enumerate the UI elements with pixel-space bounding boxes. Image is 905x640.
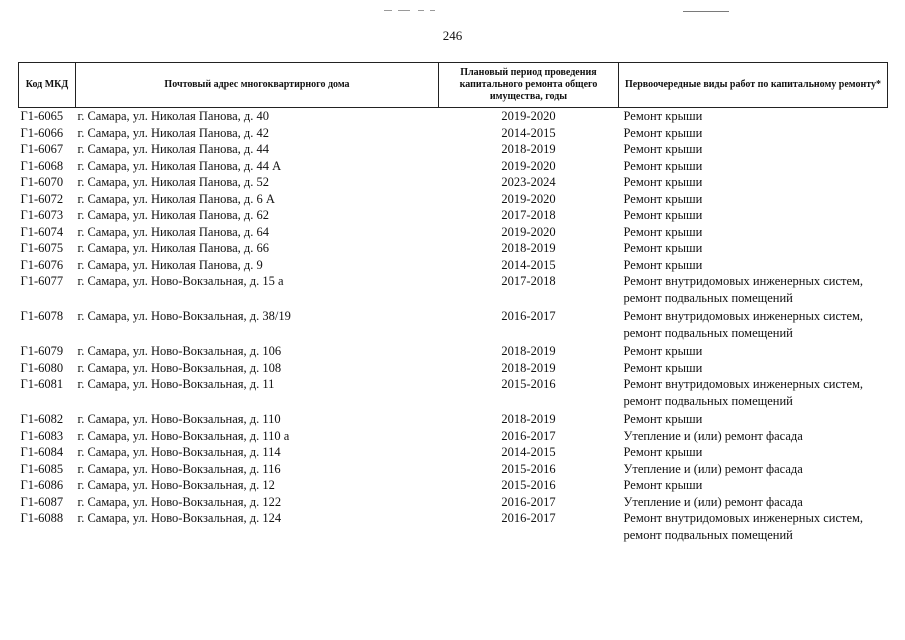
cell-period: 2014-2015 <box>501 257 556 272</box>
header-period: Плановый период проведения капитального ремонта общего имущества, годы <box>439 63 619 108</box>
cell-code: Г1-6084 <box>20 445 64 459</box>
cell-works <box>619 444 888 461</box>
table-row <box>19 108 888 125</box>
table-row <box>19 461 888 478</box>
cell-period: 2018-2019 <box>501 360 556 375</box>
cell-period: 2017-2018 <box>501 274 556 288</box>
cell-works <box>619 273 888 308</box>
cell-code: Г1-6072 <box>20 191 64 206</box>
scan-artifact-marks <box>0 10 905 14</box>
cell-address: г. Самара, ул. Николая Панова, д. 9 <box>77 257 263 272</box>
cell-works <box>619 191 888 208</box>
table-row <box>19 477 888 494</box>
cell-address: г. Самара, ул. Ново-Вокзальная, д. 114 <box>77 445 281 459</box>
header-code: Код МКД <box>19 63 76 108</box>
cell-period: 2016-2017 <box>501 428 556 443</box>
cell-code: Г1-6070 <box>20 175 64 189</box>
table-row <box>19 444 888 461</box>
cell-code: Г1-6082 <box>20 412 64 426</box>
cell-code: Г1-6081 <box>20 377 64 391</box>
works-line: Ремонт внутридомовых инженерных систем, <box>623 511 864 525</box>
cell-works <box>619 510 888 545</box>
works-line: Ремонт крыши <box>623 125 703 140</box>
cell-code: Г1-6077 <box>20 274 64 288</box>
cell-works <box>619 141 888 158</box>
table-row <box>19 240 888 257</box>
works-line: Ремонт крыши <box>623 445 703 459</box>
cell-period: 2018-2019 <box>501 142 556 156</box>
capital-repair-table <box>18 62 888 545</box>
cell-address: г. Самара, ул. Николая Панова, д. 66 <box>77 241 270 255</box>
cell-works <box>619 108 888 125</box>
table-row <box>19 174 888 191</box>
table-row <box>19 125 888 142</box>
works-line: Утепление и (или) ремонт фасада <box>623 461 803 476</box>
cell-works <box>619 158 888 175</box>
works-line: Ремонт крыши <box>623 191 703 206</box>
header-works: Первоочередные виды работ по капитальному ремонту* <box>619 63 888 108</box>
cell-code: Г1-6074 <box>20 224 64 239</box>
cell-works <box>619 174 888 191</box>
table-header <box>19 63 888 108</box>
cell-address: г. Самара, ул. Николая Панова, д. 40 <box>77 109 270 123</box>
cell-period: 2015-2016 <box>501 461 556 476</box>
cell-works <box>619 224 888 241</box>
works-line: Ремонт крыши <box>623 142 703 156</box>
cell-address: г. Самара, ул. Ново-Вокзальная, д. 124 <box>77 511 282 525</box>
page-number: 246 <box>442 28 463 43</box>
cell-period: 2014-2015 <box>501 445 556 459</box>
cell-period: 2016-2017 <box>501 511 556 525</box>
cell-code: Г1-6076 <box>20 257 64 272</box>
table-row <box>19 308 888 343</box>
header-address: Почтовый адрес многоквартирного дома <box>76 63 439 108</box>
cell-address: г. Самара, ул. Николая Панова, д. 62 <box>77 208 270 222</box>
cell-period: 2014-2015 <box>501 125 556 140</box>
table-row <box>19 510 888 545</box>
works-line: Ремонт крыши <box>623 360 703 375</box>
cell-address: г. Самара, ул. Ново-Вокзальная, д. 106 <box>77 344 282 358</box>
works-line: Ремонт крыши <box>623 344 703 358</box>
table-row <box>19 191 888 208</box>
works-line: Ремонт внутридомовых инженерных систем, <box>623 309 864 323</box>
cell-works <box>619 207 888 224</box>
cell-code: Г1-6065 <box>20 109 64 123</box>
table-row <box>19 273 888 308</box>
cell-address: г. Самара, ул. Ново-Вокзальная, д. 122 <box>77 494 282 509</box>
cell-address: г. Самара, ул. Николая Панова, д. 42 <box>77 125 270 140</box>
works-line: Утепление и (или) ремонт фасада <box>623 428 803 443</box>
cell-address: г. Самара, ул. Ново-Вокзальная, д. 15 а <box>77 274 284 288</box>
table-row <box>19 494 888 511</box>
works-line: Ремонт внутридомовых инженерных систем, <box>623 377 864 391</box>
cell-address: г. Самара, ул. Николая Панова, д. 44 А <box>77 158 282 173</box>
cell-works <box>619 240 888 257</box>
works-line: ремонт подвальных помещений <box>623 325 793 340</box>
cell-period: 2019-2020 <box>501 191 556 206</box>
table-row <box>19 224 888 241</box>
cell-works <box>619 360 888 377</box>
works-line: Ремонт крыши <box>623 224 703 239</box>
cell-period: 2017-2018 <box>501 208 556 222</box>
cell-address: г. Самара, ул. Ново-Вокзальная, д. 38/19 <box>77 309 291 323</box>
table-row <box>19 343 888 360</box>
cell-code: Г1-6073 <box>20 208 64 222</box>
cell-period: 2018-2019 <box>501 344 556 358</box>
cell-code: Г1-6066 <box>20 125 64 140</box>
works-line: Ремонт крыши <box>623 412 703 426</box>
works-line: Ремонт крыши <box>623 241 703 255</box>
cell-address: г. Самара, ул. Ново-Вокзальная, д. 110 а <box>77 428 290 443</box>
cell-works <box>619 308 888 343</box>
table-row <box>19 207 888 224</box>
table-row <box>19 158 888 175</box>
cell-period: 2015-2016 <box>501 377 556 391</box>
cell-period: 2018-2019 <box>501 241 556 255</box>
cell-works <box>619 494 888 511</box>
cell-code: Г1-6083 <box>20 428 64 443</box>
cell-works <box>619 257 888 274</box>
cell-period: 2023-2024 <box>501 175 556 189</box>
works-line: Ремонт крыши <box>623 175 703 189</box>
cell-address: г. Самара, ул. Николая Панова, д. 6 А <box>77 191 275 206</box>
cell-works <box>619 411 888 428</box>
cell-works <box>619 461 888 478</box>
cell-code: Г1-6087 <box>20 494 64 509</box>
works-line: Ремонт внутридомовых инженерных систем, <box>623 274 864 288</box>
table-row <box>19 428 888 445</box>
cell-period: 2015-2016 <box>501 478 556 492</box>
table-body <box>19 108 888 546</box>
cell-period: 2019-2020 <box>501 158 556 173</box>
cell-address: г. Самара, ул. Николая Панова, д. 52 <box>77 175 270 189</box>
table-row <box>19 411 888 428</box>
cell-works <box>619 376 888 411</box>
cell-works <box>619 125 888 142</box>
cell-address: г. Самара, ул. Николая Панова, д. 44 <box>77 142 270 156</box>
cell-works <box>619 343 888 360</box>
cell-code: Г1-6067 <box>20 142 64 156</box>
works-line: ремонт подвальных помещений <box>623 527 793 542</box>
table-row <box>19 376 888 411</box>
cell-code: Г1-6085 <box>20 461 64 476</box>
cell-works <box>619 477 888 494</box>
cell-address: г. Самара, ул. Ново-Вокзальная, д. 116 <box>77 461 281 476</box>
cell-period: 2016-2017 <box>501 309 556 323</box>
cell-code: Г1-6075 <box>20 241 64 255</box>
cell-code: Г1-6080 <box>20 360 64 375</box>
cell-code: Г1-6088 <box>20 511 64 525</box>
cell-address: г. Самара, ул. Ново-Вокзальная, д. 108 <box>77 360 282 375</box>
works-line: ремонт подвальных помещений <box>623 290 793 305</box>
works-line: Ремонт крыши <box>623 158 703 173</box>
works-line: Ремонт крыши <box>623 109 703 123</box>
cell-period: 2018-2019 <box>501 412 556 426</box>
works-line: Ремонт крыши <box>623 208 703 222</box>
cell-code: Г1-6086 <box>20 478 64 492</box>
cell-address: г. Самара, ул. Ново-Вокзальная, д. 110 <box>77 412 281 426</box>
cell-address: г. Самара, ул. Николая Панова, д. 64 <box>77 224 270 239</box>
cell-code: Г1-6079 <box>20 344 64 358</box>
cell-code: Г1-6068 <box>20 158 64 173</box>
cell-address: г. Самара, ул. Ново-Вокзальная, д. 11 <box>77 377 275 391</box>
cell-code: Г1-6078 <box>20 309 64 323</box>
cell-works <box>619 428 888 445</box>
table-row <box>19 360 888 377</box>
table-row <box>19 257 888 274</box>
cell-address: г. Самара, ул. Ново-Вокзальная, д. 12 <box>77 478 275 492</box>
table-row <box>19 141 888 158</box>
works-line: ремонт подвальных помещений <box>623 393 793 408</box>
works-line: Ремонт крыши <box>623 478 703 492</box>
cell-period: 2016-2017 <box>501 494 556 509</box>
works-line: Утепление и (или) ремонт фасада <box>623 494 803 509</box>
cell-period: 2019-2020 <box>501 224 556 239</box>
works-line: Ремонт крыши <box>623 257 703 272</box>
cell-period: 2019-2020 <box>501 109 556 123</box>
